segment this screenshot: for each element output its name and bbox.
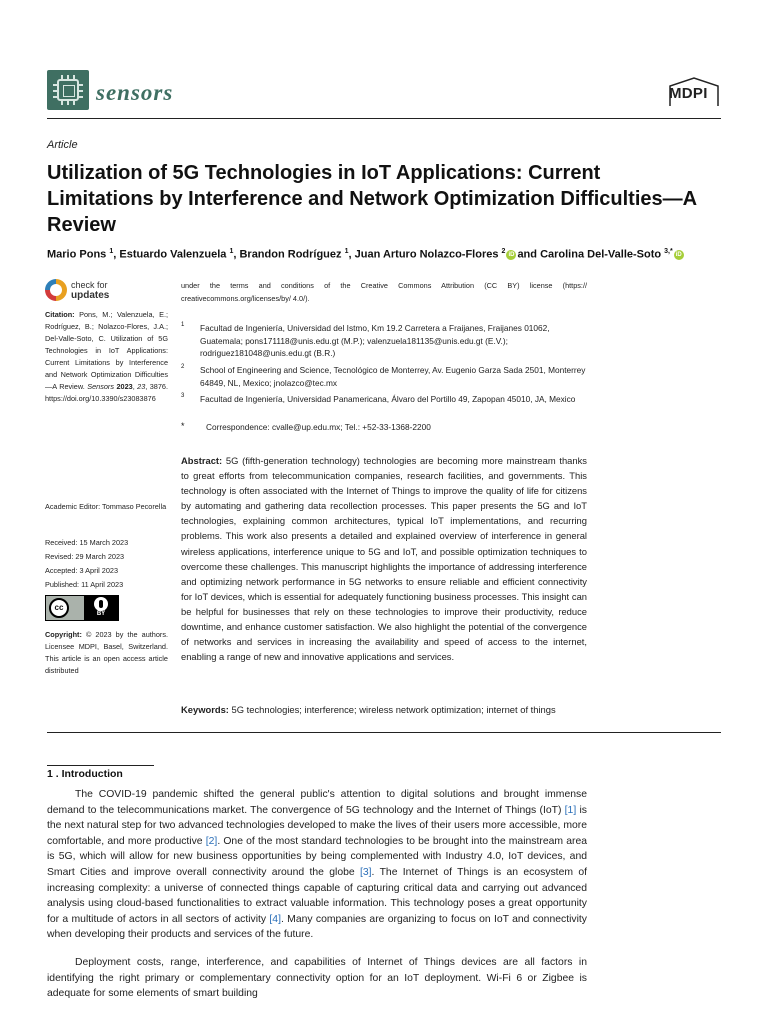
author-name: Brandon Rodríguez bbox=[239, 248, 342, 261]
affiliation: School of Engineering and Science, Tecnológico de Monterrey, Av. Eugenio Garza Sada 2501, Monterrey 64849, NL, Mexico; jnolazco@tec.mx bbox=[200, 365, 586, 388]
header-divider bbox=[47, 118, 721, 119]
author-list: Mario Pons $^1$, Estuardo Valenzuela $^1$, Brandon Rodríguez $^1$, Juan Arturo Nolazco-Flores $^2$ iD and Carolina Del-Valle-Soto $^{3,*}$ iD bbox=[47, 248, 682, 261]
revised-date: Revised: 29 March 2023 bbox=[45, 552, 125, 561]
citation-link[interactable]: [3] bbox=[359, 866, 372, 878]
citation-link[interactable]: [4] bbox=[269, 913, 281, 925]
citation-block: Citation: Pons, M.; Valenzuela, E.; Rodríguez, B.; Nolazco-Flores, J.A.; Del-Valle-Soto, C. Utilization of 5G Technologies in IoT Applications: Current Limitations by Interference and Network Optimization Difficulties—A Review. Sensors 2023, 23, 3876. https://doi.org/10.3390/s23083876 bbox=[45, 310, 169, 403]
author-name: Juan Arturo Nolazco-Flores bbox=[354, 248, 499, 261]
body-paragraph: Deployment costs, range, interference, and capabilities of Internet of Things devices are all factors in identifying the right primary or complementary connectivity option for an IoT deployment. Wi-Fi 6 or Zigbee is adequate for some elements of smart building bbox=[47, 957, 587, 1000]
person-icon bbox=[94, 597, 108, 611]
citation-link[interactable]: [1] bbox=[564, 804, 577, 816]
check-updates-icon bbox=[45, 279, 67, 301]
correspondence: Correspondence: cvalle@up.edu.mx; Tel.: +52-33-1368-2200 bbox=[206, 422, 431, 432]
check-for-updates-badge[interactable]: check for updates bbox=[45, 279, 165, 303]
section-divider bbox=[47, 732, 721, 733]
published-date: Published: 11 April 2023 bbox=[45, 580, 124, 589]
accepted-date: Accepted: 3 April 2023 bbox=[45, 566, 119, 575]
article-title: Utilization of 5G Technologies in IoT Applications: Current Limitations by Interference and Network Optimization Difficulties—A Review bbox=[47, 162, 697, 236]
heading-divider bbox=[47, 765, 154, 766]
journal-name: sensors bbox=[96, 80, 174, 105]
academic-editor: Academic Editor: Tommaso Pecorella bbox=[45, 502, 167, 511]
keywords: Keywords: 5G technologies; interference; wireless network optimization; internet of things bbox=[181, 704, 556, 715]
author-name: Estuardo Valenzuela bbox=[119, 248, 227, 261]
body-paragraph: The COVID-19 pandemic shifted the general public's attention to digital solutions and brought immense demand to the telecommunications market. The convergence of 5G technology and the Internet of Things (IoT) [1] is the next natural step for two advanced technologies developed to make the lives of their users more accessible, more comfortable, and more productive [2]. One of the most standard technologies to be brought into the mainstream area is 5G, which will allow for new business opportunities by being complemented with Industry 4.0, IoT devices, and Smart Cities and improve overall connectivity around the globe [3]. The Internet of Things is an ecosystem of increasing complexity: a universe of connected things capable of capturing critical data and carrying out advanced analysis using cloud-based functionalities to extract valuable information. This technology poses a great opportunity for a multitude of actors in all sectors of activity [4]. Many companies are organizing to focus on IoT and connectivity when developing their products and services of the future. bbox=[47, 789, 588, 941]
abstract: Abstract: 5G (fifth-generation technology) technologies are becoming more mainstream thanks to great efforts from telecommunication companies, research facilities, and governments. This technology is often associated with the Internet of Things to improve the quality of life for citizens by automating and gathering data recollection processes. This paper presents the 5G and IoT technologies, explaining common architectures, typical IoT implementations, and recurring problems. This work also presents a detailed and explained overview of interference in general wireless applications, interference unique to 5G and IoT, and possible optimization techniques to overcome these challenges. This manuscript highlights the importance of addressing interference and optimizing network performance in 5G networks to ensure reliable and efficient connectivity for IoT devices, which is essential for adequately functioning business processes. This insight can be helpful for businesses that rely on these technologies to improve their productivity, reduce downtime, and enhance customer satisfaction. We also highlight the potential of the convergence of networks and services in increasing the availability and speed of access to the internet, enabling a range of new and innovative applications and services. bbox=[181, 455, 587, 663]
orcid-icon[interactable]: iD bbox=[508, 251, 515, 258]
publisher-name: MDPI bbox=[669, 85, 708, 102]
section-heading: 1 . Introduction bbox=[47, 768, 123, 780]
citation-link[interactable]: [2] bbox=[205, 835, 218, 847]
orcid-icon[interactable]: iD bbox=[675, 251, 682, 258]
doi-link[interactable]: https://doi.org/10.3390/s23083876 bbox=[45, 394, 156, 403]
author-name: Mario Pons bbox=[47, 248, 107, 261]
copyright-block: Copyright: © 2023 by the authors. Licensee MDPI, Basel, Switzerland. This article is an open access article distributed bbox=[45, 630, 169, 675]
cc-by-license-icon[interactable]: cc BY bbox=[45, 595, 119, 621]
affiliation: Facultad de Ingeniería, Universidad del Istmo, Km 19.2 Carretera a Fraijanes, Fraijanes 01062, Guatemala; pons171118@unis.edu.gt (M.P.); valenzuela181135@unis.edu.gt (E.V.); rodriguez181048@unis.edu.gt (B.R.) bbox=[200, 323, 550, 358]
affiliation: Facultad de Ingeniería, Universidad Panamericana, Álvaro del Portillo 49, Zapopan 45010, JA, Mexico bbox=[200, 394, 576, 404]
received-date: Received: 15 March 2023 bbox=[45, 538, 129, 547]
journal-logo-icon bbox=[47, 70, 89, 110]
article-type: Article bbox=[47, 139, 78, 151]
author-name: Carolina Del-Valle-Soto bbox=[540, 248, 662, 261]
license-text: under the terms and conditions of the Creative Commons Attribution (CC BY) license (https:// creativecommons.org/licenses/by/ 4.0/). bbox=[181, 281, 587, 303]
